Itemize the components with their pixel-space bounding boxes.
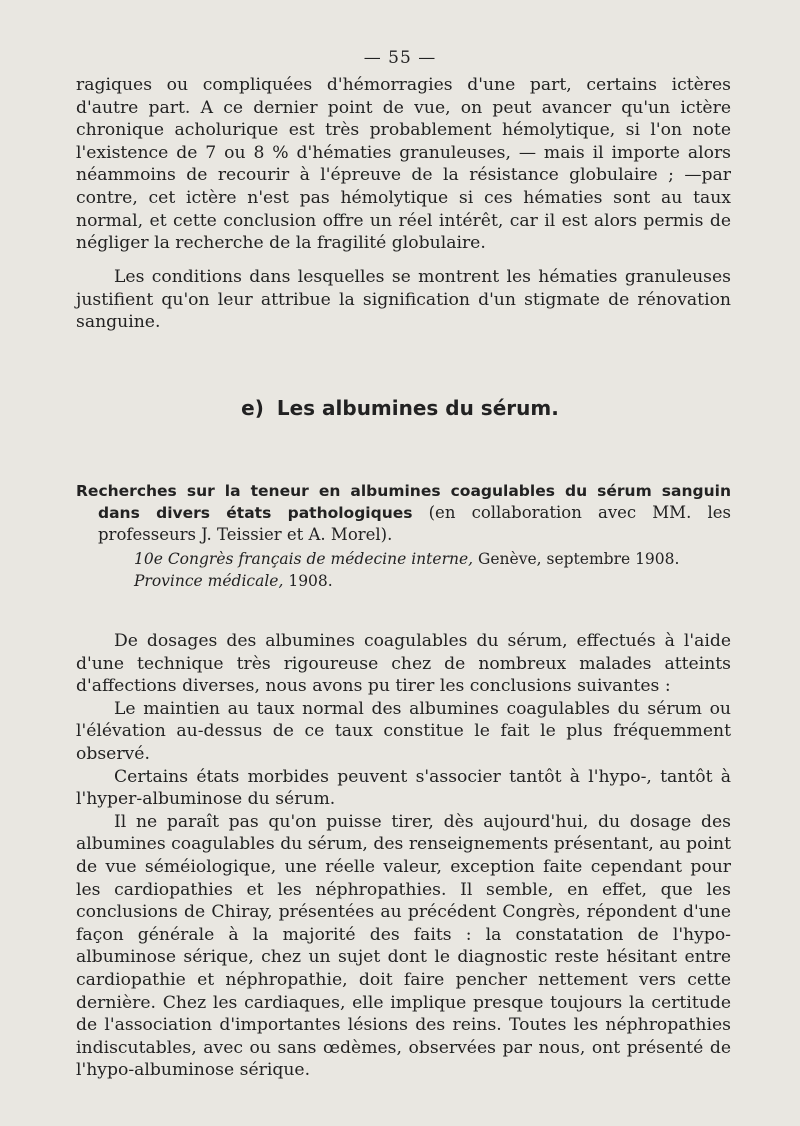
page-number: — 55 — bbox=[363, 48, 437, 68]
section-letter: e) bbox=[241, 396, 264, 420]
reference-heading bbox=[76, 480, 731, 546]
body-paragraph: De dosages des albumines coagulables du sérum, effectués à l'aide d'une technique très rigoureuse chez de nombreux malades atteints d'affections diverses, nous avons pu tirer les conclusions suivantes : bbox=[76, 631, 731, 697]
reference-title: Recherches sur la teneur en albumines coagulables du sérum sanguin dans divers états pathologiques bbox=[76, 482, 731, 522]
paragraph-rematies: Les conditions dans lesquelles se montrent les hématies granuleuses justifient qu'on leur attribue la signification d'un stigmate de rénovation sanguine. bbox=[76, 267, 731, 333]
section-heading bbox=[0, 396, 800, 420]
body-paragraph: Certains états morbides peuvent s'associer tantôt à l'hypo-, tantôt à l'hyper-albuminose du sérum. bbox=[76, 766, 731, 810]
citation-congress bbox=[134, 548, 734, 570]
reference-block bbox=[76, 480, 731, 546]
body-paragraph: Il ne paraît pas qu'on puisse tirer, dès aujourd'hui, du dosage des albumines coagulables du sérum, des renseignements présentant, au point de vue séméiologique, une réelle valeur, exception faite cependant pour les cardiopathies et les néphropathies. Il semble, en effet, que les conclusions de Chiray, présentées au précédent Congrès, répondent d'une façon générale à la majorité des faits : la constatation de l'hypo-albuminose sérique, chez un sujet dont le diagnostic reste hésitant entre cardiopathie et néphropathie, doit faire pencher nettement vers cette dernière. Chez les cardiaques, elle implique presque toujours la certitude de l'association d'importantes lésions des reins. Toutes les néphropathies indiscutables, avec ou sans œdèmes, observées par nous, ont présenté de l'hypo-albuminose sérique. bbox=[76, 811, 731, 1081]
reference-collaboration: (en collaboration avec MM. les professeurs J. Teissier et A. Morel). bbox=[98, 503, 731, 544]
citation-journal bbox=[134, 570, 734, 592]
citation-congress-place: Genève, septembre 1908. bbox=[478, 550, 680, 568]
section-title: Les albumines du sérum. bbox=[276, 396, 559, 420]
citation-journal-year: 1908. bbox=[288, 572, 333, 590]
citation-journal-name: Province médicale, bbox=[134, 572, 284, 590]
citations bbox=[134, 548, 734, 592]
intro-paragraph: ragiques ou compliquées d'hémorragies d'une part, certains ictères d'autre part. A ce dernier point de vue, on peut avancer qu'un ictère chronique acholurique est très probablement hémolytique, si l'on note l'existence de 7 ou 8 % d'hématies granuleuses, — mais il importe alors néammoins de recourir à l'épreuve de la résistance globulaire ; —par contre, cet ictère n'est pas hémolytique si ces hématies sont au taux normal, et cette conclusion offre un réel intérêt, car il est alors permis de négliger la recherche de la fragilité globulaire. bbox=[76, 75, 731, 254]
body-text bbox=[76, 630, 731, 1082]
body-paragraph: Le maintien au taux normal des albumines coagulables du sérum ou l'élévation au-dessus de ce taux constitue le fait le plus fréquemment observé. bbox=[76, 698, 731, 764]
citation-congress-name: 10e Congrès français de médecine interne, bbox=[134, 550, 474, 568]
